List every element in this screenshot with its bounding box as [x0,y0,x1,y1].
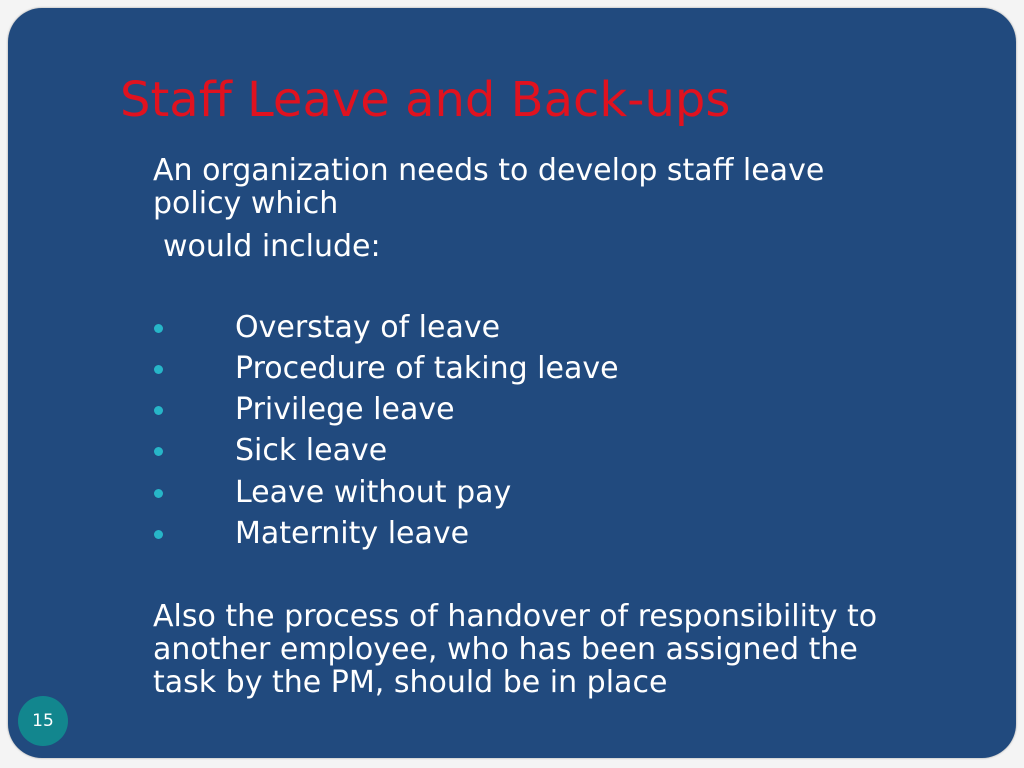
closing-text-line-1: Also the process of handover of responsibility to [153,599,878,634]
bullet-label: Leave without pay [235,475,512,510]
bullet-dot-icon [154,489,163,498]
slide [8,8,1016,758]
bullet-item [8,514,908,554]
bullet-label: Sick leave [235,433,388,468]
bullet-label: Privilege leave [235,392,455,427]
intro-text-line-1: An organization needs to develop staff leave [153,153,825,188]
slide-title: Staff Leave and Back-ups [120,72,731,128]
bullet-item [8,308,908,348]
bullet-label: Maternity leave [235,516,470,551]
bullet-dot-icon [154,406,163,415]
bullet-label: Procedure of taking leave [235,351,619,386]
bullet-label: Overstay of leave [235,310,501,345]
bullet-dot-icon [154,530,163,539]
bullet-item [8,473,908,513]
intro-text-line-3: would include: [163,229,381,264]
bullet-item [8,349,908,389]
bullet-item [8,431,908,471]
intro-text-line-2: policy which [153,186,339,221]
bullet-dot-icon [154,324,163,333]
bullet-dot-icon [154,365,163,374]
page-number-badge: 15 [18,696,68,746]
closing-text-line-3: task by the PM, should be in place [153,665,668,700]
closing-paragraph [153,600,993,699]
bullet-item [8,390,908,430]
bullet-dot-icon [154,447,163,456]
closing-text-line-2: another employee, who has been assigned the [153,632,858,667]
